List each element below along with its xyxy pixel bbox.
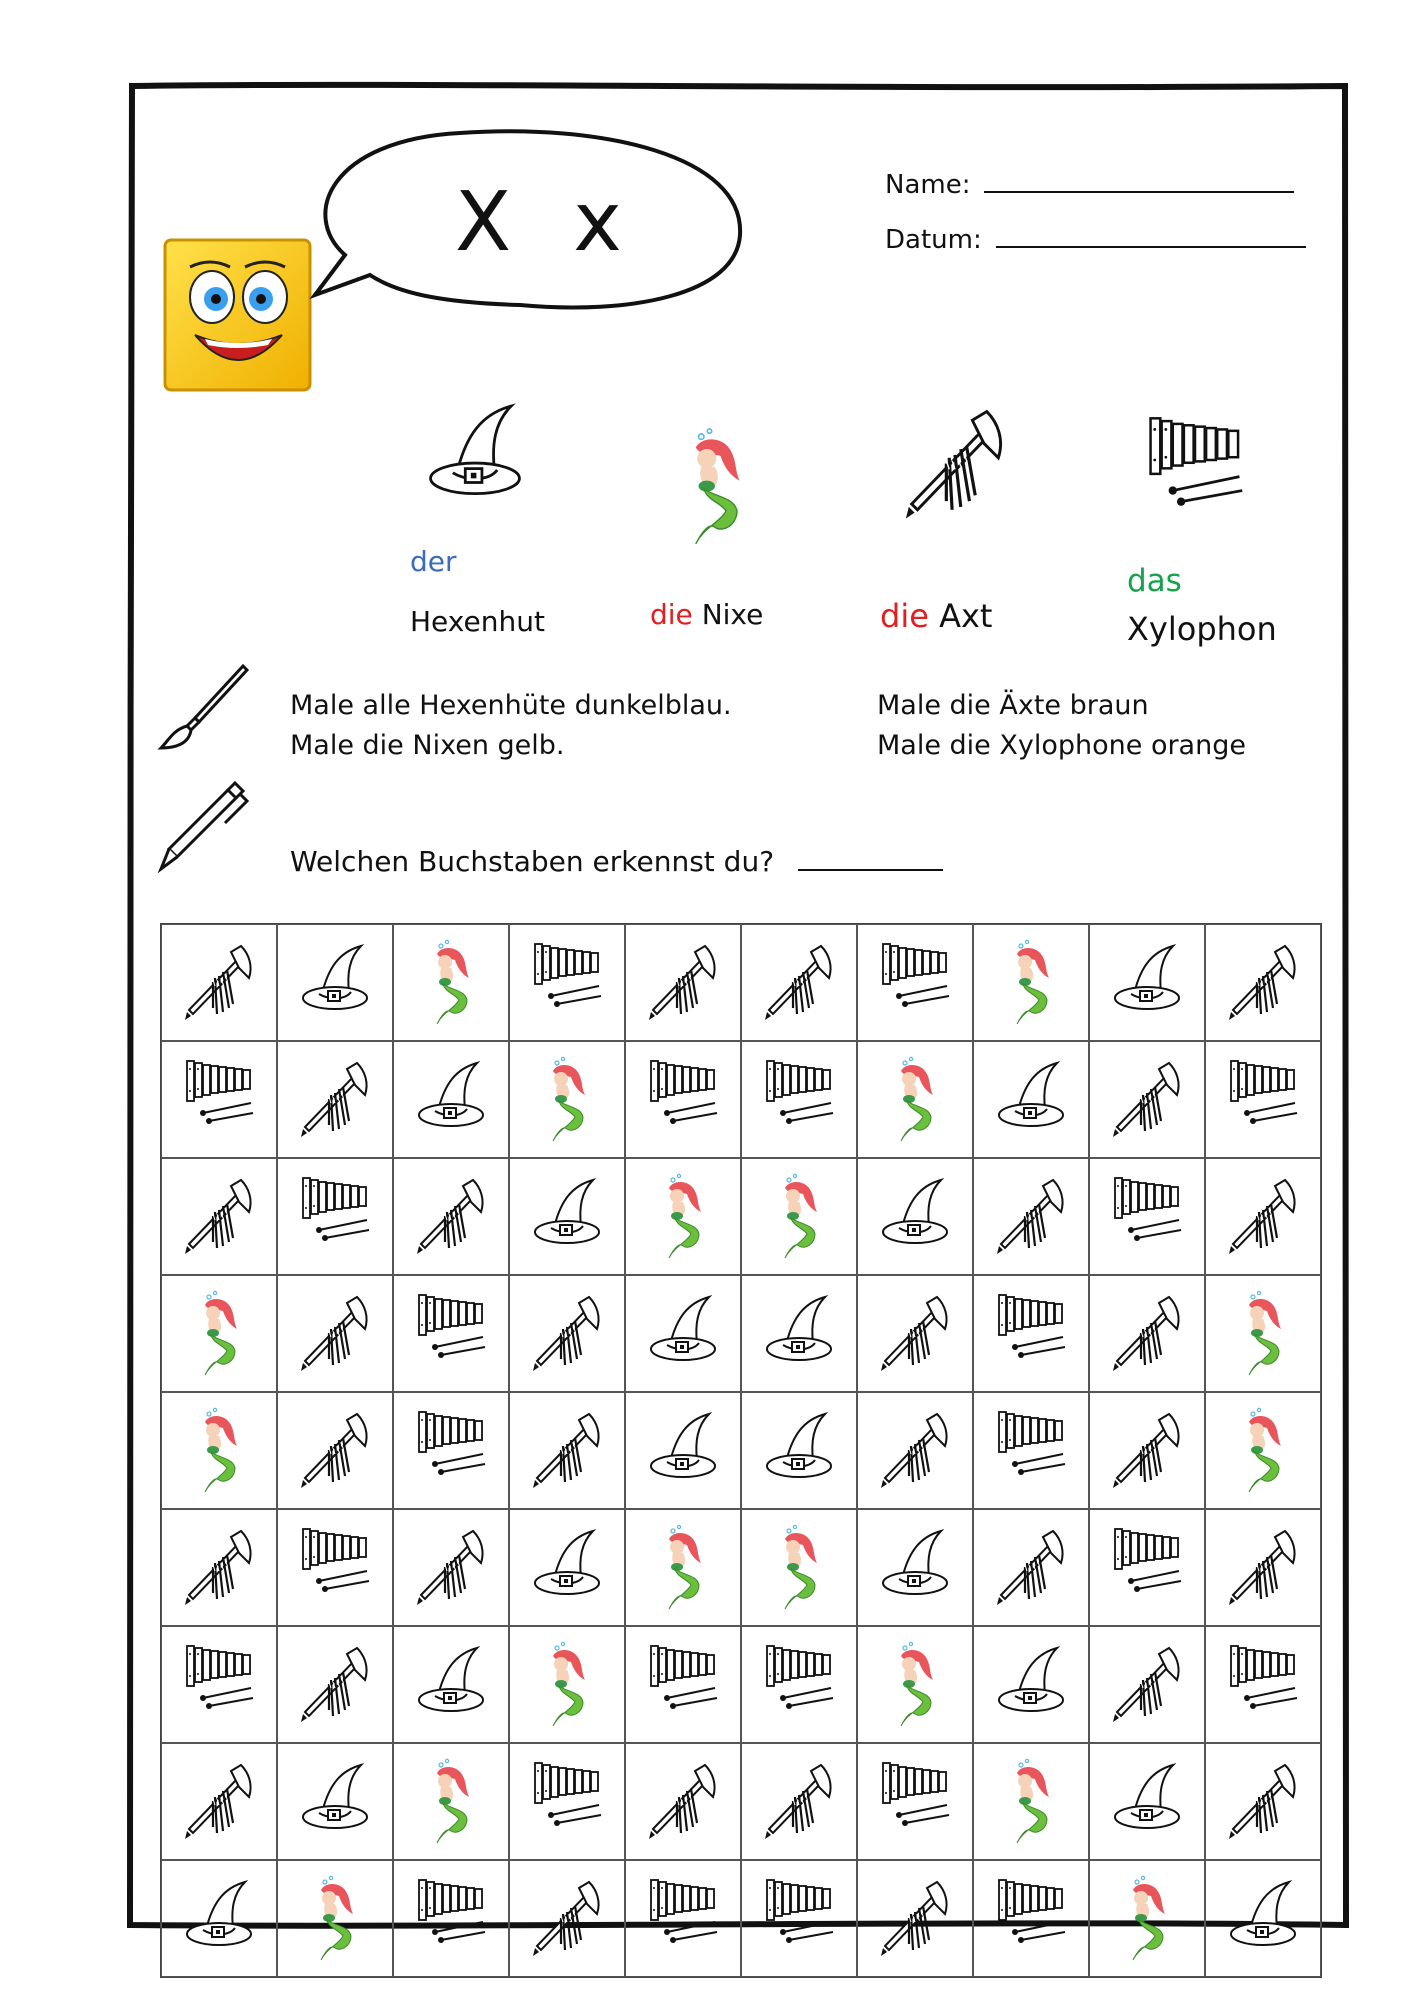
grid-cell-mermaid[interactable] (509, 1626, 625, 1743)
grid-cell-axe[interactable] (857, 1392, 973, 1509)
grid-cell-mermaid[interactable] (973, 924, 1089, 1041)
grid-cell-hat[interactable] (1089, 924, 1205, 1041)
article-die-axt: die (880, 597, 929, 635)
grid-cell-mermaid[interactable] (161, 1275, 277, 1392)
axe-icon (179, 1523, 259, 1613)
grid-cell-hat[interactable] (973, 1626, 1089, 1743)
word-nixe-group (650, 598, 763, 631)
word-axt: Axt (939, 597, 993, 635)
grid-cell-xylophone[interactable] (741, 1041, 857, 1158)
xylophone-icon (875, 1757, 955, 1847)
mermaid-icon (875, 1055, 955, 1145)
axe-icon (1223, 1757, 1303, 1847)
grid-cell-xylophone[interactable] (393, 1860, 509, 1977)
axe-icon (295, 1640, 375, 1730)
grid-cell-xylophone[interactable] (161, 1041, 277, 1158)
witch-hat-icon (1107, 938, 1187, 1028)
axe-icon (1107, 1406, 1187, 1496)
mermaid-icon (295, 1874, 375, 1964)
grid-cell-xylophone[interactable] (741, 1626, 857, 1743)
grid-cell-xylophone[interactable] (625, 1860, 741, 1977)
article-die-nixe: die (650, 598, 693, 631)
grid-cell-mermaid[interactable] (161, 1392, 277, 1509)
grid-cell-hat[interactable] (625, 1392, 741, 1509)
axe-icon (875, 1874, 955, 1964)
grid-cell-mermaid[interactable] (393, 1743, 509, 1860)
xylophone-icon (991, 1289, 1071, 1379)
axe-icon (1107, 1289, 1187, 1379)
axe-icon (875, 1289, 955, 1379)
grid-cell-xylophone[interactable] (625, 1041, 741, 1158)
grid-cell-axe[interactable] (741, 1743, 857, 1860)
axe-icon (411, 1172, 491, 1262)
grid-cell-mermaid[interactable] (277, 1860, 393, 1977)
xylophone-icon (759, 1874, 839, 1964)
mermaid-icon (411, 1757, 491, 1847)
grid-cell-axe[interactable] (741, 924, 857, 1041)
axe-icon (527, 1406, 607, 1496)
grid-cell-hat[interactable] (509, 1509, 625, 1626)
xylophone-icon (643, 1055, 723, 1145)
axe-icon (179, 938, 259, 1028)
xylophone-icon (643, 1874, 723, 1964)
pen-icon (155, 775, 250, 875)
xylophone-icon (179, 1640, 259, 1730)
axe-icon (527, 1874, 607, 1964)
mermaid-icon (643, 1523, 723, 1613)
mermaid-icon (1107, 1874, 1187, 1964)
grid-cell-hat[interactable] (393, 1626, 509, 1743)
grid-cell-xylophone[interactable] (857, 924, 973, 1041)
grid-cell-axe[interactable] (625, 1743, 741, 1860)
witch-hat-icon (295, 938, 375, 1028)
witch-hat-icon (875, 1172, 955, 1262)
axe-icon (1223, 1172, 1303, 1262)
mermaid-icon (660, 405, 770, 570)
axe-icon (880, 400, 1030, 530)
grid-cell-xylophone[interactable] (277, 1158, 393, 1275)
grid-cell-mermaid[interactable] (509, 1041, 625, 1158)
grid-cell-axe[interactable] (1205, 1509, 1321, 1626)
grid-cell-hat[interactable] (393, 1041, 509, 1158)
grid-cell-axe[interactable] (161, 1509, 277, 1626)
grid-cell-xylophone[interactable] (973, 1392, 1089, 1509)
xylophone-icon (527, 938, 607, 1028)
mermaid-icon (759, 1523, 839, 1613)
grid-cell-axe[interactable] (973, 1509, 1089, 1626)
grid-cell-hat[interactable] (857, 1158, 973, 1275)
grid-cell-xylophone[interactable] (1089, 1158, 1205, 1275)
xylophone-icon (1107, 1523, 1187, 1613)
grid-cell-axe[interactable] (509, 1275, 625, 1392)
witch-hat-icon (411, 1640, 491, 1730)
xylophone-icon (179, 1055, 259, 1145)
mermaid-icon (643, 1172, 723, 1262)
instruction-mermaids: Male die Nixen gelb. (290, 730, 565, 761)
grid-cell-axe[interactable] (1089, 1626, 1205, 1743)
grid-cell-axe[interactable] (161, 1743, 277, 1860)
grid-cell-mermaid[interactable] (1205, 1392, 1321, 1509)
mermaid-icon (991, 938, 1071, 1028)
instruction-xylophones: Male die Xylophone orange (877, 730, 1246, 761)
axe-icon (179, 1757, 259, 1847)
grid-cell-xylophone[interactable] (625, 1626, 741, 1743)
axe-icon (295, 1055, 375, 1145)
name-label: Name: (885, 170, 971, 200)
axe-icon (179, 1172, 259, 1262)
axe-icon (1223, 938, 1303, 1028)
grid-cell-xylophone[interactable] (857, 1743, 973, 1860)
grid-cell-hat[interactable] (973, 1041, 1089, 1158)
mermaid-icon (1223, 1406, 1303, 1496)
grid-cell-axe[interactable] (277, 1041, 393, 1158)
axe-icon (295, 1289, 375, 1379)
grid-cell-mermaid[interactable] (973, 1743, 1089, 1860)
mermaid-icon (527, 1055, 607, 1145)
xylophone-icon (643, 1640, 723, 1730)
xylophone-icon (875, 938, 955, 1028)
grid-cell-axe[interactable] (393, 1158, 509, 1275)
grid-cell-xylophone[interactable] (509, 1743, 625, 1860)
grid-cell-xylophone[interactable] (973, 1275, 1089, 1392)
grid-cell-axe[interactable] (161, 1158, 277, 1275)
witch-hat-icon (1107, 1757, 1187, 1847)
grid-cell-hat[interactable] (857, 1509, 973, 1626)
axe-icon (875, 1406, 955, 1496)
grid-cell-axe[interactable] (277, 1275, 393, 1392)
witch-hat-icon (527, 1172, 607, 1262)
grid-cell-axe[interactable] (973, 1158, 1089, 1275)
paintbrush-icon (155, 660, 250, 755)
axe-icon (991, 1523, 1071, 1613)
grid-cell-xylophone[interactable] (393, 1392, 509, 1509)
grid-cell-mermaid[interactable] (857, 1041, 973, 1158)
name-line[interactable] (984, 173, 1294, 193)
witch-hat-icon (411, 1055, 491, 1145)
axe-icon (643, 1757, 723, 1847)
grid-cell-xylophone[interactable] (277, 1509, 393, 1626)
witch-hat-icon (415, 395, 535, 520)
instruction-hats: Male alle Hexenhüte dunkelblau. (290, 690, 732, 721)
article-das: das (1127, 563, 1182, 599)
xylophone-icon (295, 1523, 375, 1613)
question-text: Welchen Buchstaben erkennst du? (290, 845, 775, 878)
grid-cell-axe[interactable] (625, 924, 741, 1041)
mermaid-icon (527, 1640, 607, 1730)
picture-grid (160, 923, 1322, 1978)
witch-hat-icon (295, 1757, 375, 1847)
axe-icon (527, 1289, 607, 1379)
mermaid-icon (991, 1757, 1071, 1847)
grid-cell-axe[interactable] (277, 1626, 393, 1743)
grid-cell-axe[interactable] (509, 1860, 625, 1977)
grid-cell-mermaid[interactable] (741, 1158, 857, 1275)
grid-cell-xylophone[interactable] (161, 1626, 277, 1743)
grid-cell-mermaid[interactable] (741, 1509, 857, 1626)
grid-cell-hat[interactable] (509, 1158, 625, 1275)
xylophone-icon (1107, 1172, 1187, 1262)
word-xylophon: Xylophon (1127, 610, 1277, 648)
letter-heading: X x (455, 175, 640, 270)
smiley-icon (160, 235, 315, 395)
question (290, 845, 943, 878)
axe-icon (991, 1172, 1071, 1262)
xylophone-icon (1223, 1640, 1303, 1730)
article-der: der (410, 545, 457, 578)
xylophone-icon (759, 1055, 839, 1145)
xylophone-icon (759, 1640, 839, 1730)
axe-icon (759, 1757, 839, 1847)
date-line[interactable] (996, 228, 1306, 248)
grid-cell-axe[interactable] (1089, 1041, 1205, 1158)
grid-cell-axe[interactable] (277, 1392, 393, 1509)
xylophone-icon (527, 1757, 607, 1847)
witch-hat-icon (643, 1406, 723, 1496)
axe-icon (643, 938, 723, 1028)
xylophone-icon (411, 1406, 491, 1496)
grid-cell-xylophone[interactable] (973, 1860, 1089, 1977)
grid-cell-hat[interactable] (741, 1275, 857, 1392)
grid-cell-axe[interactable] (1089, 1275, 1205, 1392)
mermaid-icon (875, 1640, 955, 1730)
grid-cell-axe[interactable] (857, 1860, 973, 1977)
witch-hat-icon (643, 1289, 723, 1379)
xylophone-icon (1130, 410, 1260, 535)
grid-cell-xylophone[interactable] (1205, 1626, 1321, 1743)
witch-hat-icon (991, 1640, 1071, 1730)
grid-cell-hat[interactable] (1089, 1743, 1205, 1860)
instruction-axes: Male die Äxte braun (877, 690, 1149, 721)
xylophone-icon (991, 1874, 1071, 1964)
grid-cell-mermaid[interactable] (625, 1509, 741, 1626)
grid-cell-axe[interactable] (509, 1392, 625, 1509)
grid-cell-xylophone[interactable] (1205, 1041, 1321, 1158)
grid-cell-xylophone[interactable] (741, 1860, 857, 1977)
grid-cell-axe[interactable] (161, 924, 277, 1041)
word-hexenhut: Hexenhut (410, 605, 545, 638)
mermaid-icon (411, 938, 491, 1028)
witch-hat-icon (759, 1289, 839, 1379)
grid-cell-mermaid[interactable] (1089, 1860, 1205, 1977)
grid-cell-mermaid[interactable] (1205, 1275, 1321, 1392)
grid-cell-mermaid[interactable] (393, 924, 509, 1041)
grid-cell-mermaid[interactable] (625, 1158, 741, 1275)
axe-icon (759, 938, 839, 1028)
grid-cell-axe[interactable] (393, 1509, 509, 1626)
grid-cell-hat[interactable] (1205, 1860, 1321, 1977)
axe-icon (295, 1406, 375, 1496)
grid-cell-axe[interactable] (1205, 924, 1321, 1041)
word-nixe: Nixe (701, 598, 764, 631)
grid-cell-xylophone[interactable] (393, 1275, 509, 1392)
xylophone-icon (411, 1289, 491, 1379)
grid-cell-hat[interactable] (625, 1275, 741, 1392)
instructions-right (877, 686, 1246, 766)
mermaid-icon (1223, 1289, 1303, 1379)
date-label: Datum: (885, 225, 982, 255)
grid-cell-hat[interactable] (277, 1743, 393, 1860)
answer-line[interactable] (798, 849, 943, 871)
grid-cell-hat[interactable] (741, 1392, 857, 1509)
grid-cell-axe[interactable] (1205, 1158, 1321, 1275)
axe-icon (411, 1523, 491, 1613)
grid-cell-xylophone[interactable] (509, 924, 625, 1041)
grid-cell-axe[interactable] (857, 1275, 973, 1392)
grid-cell-axe[interactable] (1205, 1743, 1321, 1860)
xylophone-icon (1223, 1055, 1303, 1145)
word-axt-group (880, 597, 992, 635)
witch-hat-icon (875, 1523, 955, 1613)
axe-icon (1107, 1055, 1187, 1145)
xylophone-icon (411, 1874, 491, 1964)
mermaid-icon (759, 1172, 839, 1262)
xylophone-icon (295, 1172, 375, 1262)
witch-hat-icon (179, 1874, 259, 1964)
xylophone-icon (991, 1406, 1071, 1496)
name-field[interactable] (885, 170, 1294, 200)
grid-cell-hat[interactable] (161, 1860, 277, 1977)
mermaid-icon (179, 1289, 259, 1379)
grid-cell-axe[interactable] (1089, 1392, 1205, 1509)
grid-cell-mermaid[interactable] (857, 1626, 973, 1743)
date-field[interactable] (885, 225, 1306, 255)
witch-hat-icon (527, 1523, 607, 1613)
axe-icon (1223, 1523, 1303, 1613)
witch-hat-icon (991, 1055, 1071, 1145)
witch-hat-icon (759, 1406, 839, 1496)
grid-cell-xylophone[interactable] (1089, 1509, 1205, 1626)
grid-cell-hat[interactable] (277, 924, 393, 1041)
mermaid-icon (179, 1406, 259, 1496)
axe-icon (1107, 1640, 1187, 1730)
instructions-left (290, 686, 732, 766)
witch-hat-icon (1223, 1874, 1303, 1964)
